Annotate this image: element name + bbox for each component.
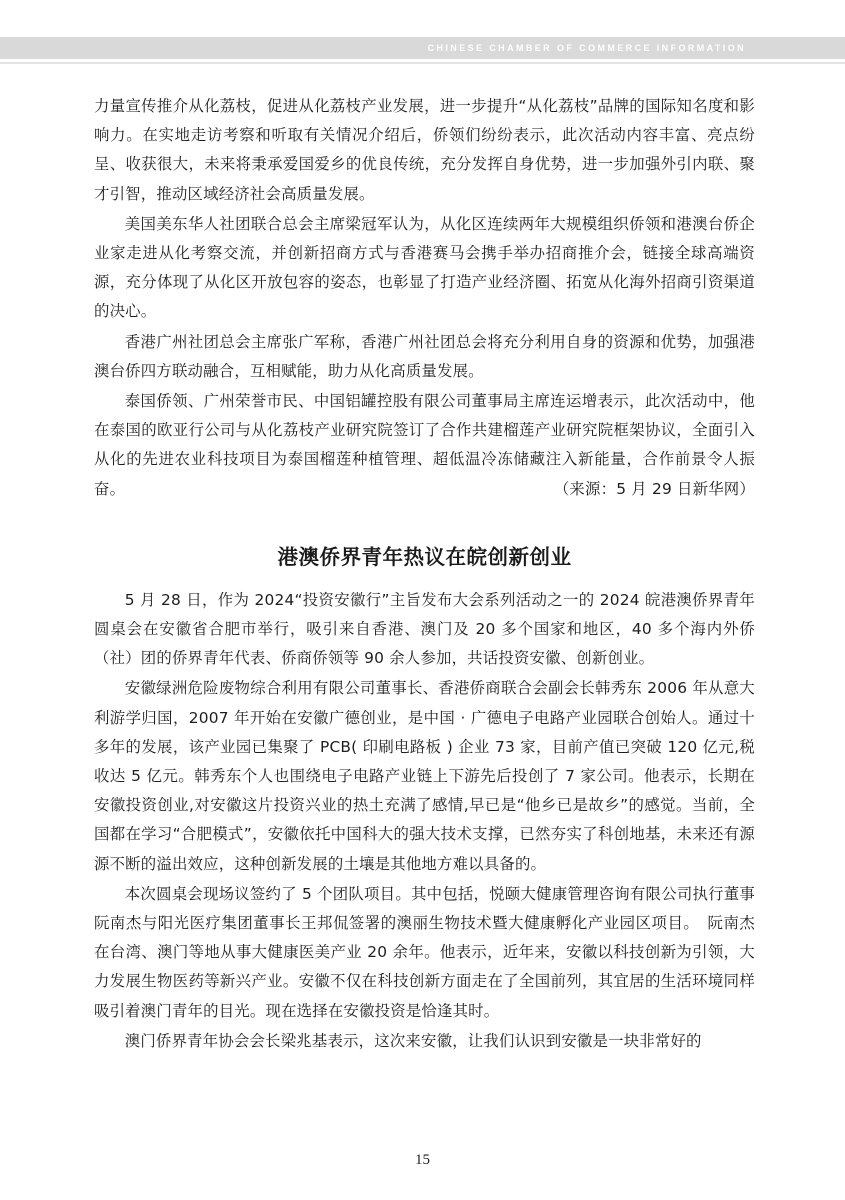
page-number: 15 (415, 1152, 430, 1168)
running-header-band (0, 37, 845, 59)
article1-paragraph-4-text: 泰国侨领、广州荣誉市民、中国铝罐控股有限公司董事局主席连运增表示，此次活动中，他在泰国的欧亚行公司与从化荔枝产业研究院签订了合作共建榴莲产业研究院框架协议，全面引入从化的先进农业科技项目为泰国榴莲种植管理、超低温冷冻储藏注入新能量，合作前景令人振奋。 (94, 392, 755, 498)
article2-paragraph-4: 澳门侨界青年协会会长梁兆基表示，这次来安徽，让我们认识到安徽是一块非常好的 (124, 1031, 702, 1050)
page-body (94, 92, 755, 1057)
article2-title: 港澳侨界青年热议在皖创新创业 (277, 544, 572, 569)
article1-paragraph-4 (94, 387, 755, 504)
article1-paragraph-1: 力量宣传推介从化荔枝，促进从化荔枝产业发展，进一步提升“从化荔枝”品牌的国际知名度和影响力。在实地走访考察和听取有关情况介绍后，侨领们纷纷表示，此次活动内容丰富、亮点纷呈、收获很大，未来将秉承爱国爱乡的优良传统，充分发挥自身优势，进一步加强外引内联、聚才引智，推动区域经济社会高质量发展。 (94, 97, 755, 203)
article2-paragraph-1: 5 月 28 日，作为 2024“投资安徽行”主旨发布大会系列活动之一的 2024 皖港澳侨界青年圆桌会在安徽省合肥市举行，吸引来自香港、澳门及 20 多个国家和地区，40 多个海内外侨（社）团的侨界青年代表、侨商侨领等 90 余人参加，共话投资安徽、创新创业。 (94, 590, 755, 668)
article2-paragraph-3: 本次圆桌会现场议签约了 5 个团队项目。其中包括，悦颐大健康管理咨询有限公司执行董事阮南杰与阳光医疗集团董事长王邦侃签署的澳丽生物技术暨大健康孵化产业园区项目。 阮南杰在台湾、澳门等地从事大健康医美产业 20 余年。他表示，近年来，安徽以科技创新为引领，大力发展生物医药等新兴产业。安徽不仅在科技创新方面走在了全国前列，其宜居的生活环境同样吸引着澳门青年的目光。现在选择在安徽投资是恰逢其时。 (94, 884, 755, 1020)
article1-source-note: （来源：5 月 29 日新华网） (553, 479, 755, 498)
running-header-text: CHINESE CHAMBER OF COMMERCE INFORMATION (427, 43, 746, 53)
article2-paragraph-2: 安徽绿洲危险废物综合利用有限公司董事长、香港侨商联合会副会长韩秀东 2006 年从意大利游学归国，2007 年开始在安徽广德创业，是中国 · 广德电子电路产业园联合创始人。通过十多年的发展，该产业园已集聚了 PCB( 印刷电路板 ) 企业 73 家，目前产值已突破 120 亿元,税收达 5 亿元。韩秀东个人也围绕电子电路产业链上下游先后投创了 7 家公司。他表示，长期在安徽投资创业,对安徽这片投资兴业的热土充满了感情,早已是“他乡已是故乡”的感觉。当前，全国都在学习“合肥模式”，安徽依托中国科大的强大技术支撑，已然夯实了科创地基，未来还有源源不断的溢出效应，这种创新发展的土壤是其他地方难以具备的。 (94, 679, 755, 873)
article1-paragraph-2: 美国美东华人社团联合总会主席梁冠军认为，从化区连续两年大规模组织侨领和港澳台侨企业家走进从化考察交流，并创新招商方式与香港赛马会携手举办招商推介会，链接全球高端资源，充分体现了从化区开放包容的姿态，也彰显了打造产业经济圈、拓宽从化海外招商引资渠道的决心。 (94, 214, 755, 321)
article-continued (94, 92, 755, 505)
article-hk-macao-youth (94, 542, 755, 1056)
article1-paragraph-3: 香港广州社团总会主席张广军称，香港广州社团总会将充分利用自身的资源和优势，加强港澳台侨四方联动融合，互相赋能，助力从化高质量发展。 (94, 332, 755, 380)
header-divider (0, 62, 845, 64)
